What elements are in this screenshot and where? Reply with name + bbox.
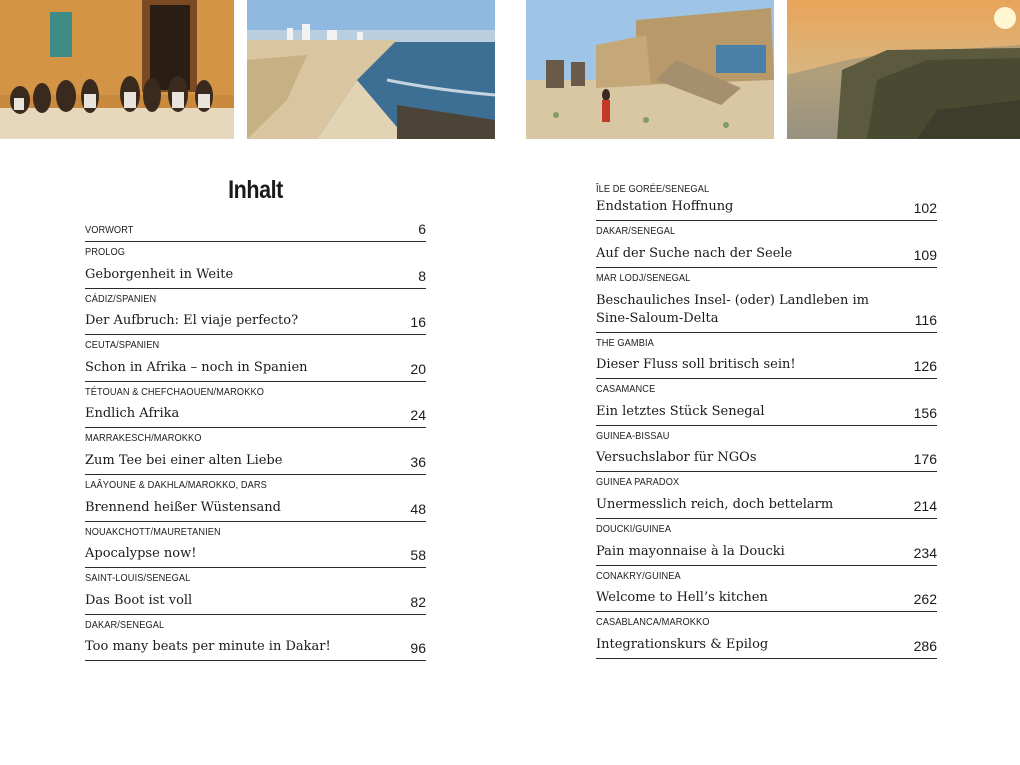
toc-page-number: 262 [913,591,937,608]
toc-location: CASAMANCE [596,383,656,396]
toc-entry[interactable] [85,428,426,475]
cliffs-sunset-photo [787,0,1020,139]
toc-entry[interactable] [596,379,937,426]
toc-location: GUINEA-BISSAU [596,429,670,442]
toc-chapter-title: Beschauliches Insel- (oder) Landleben im Sine-Saloum-Delta [596,292,869,326]
toc-entry[interactable] [85,289,426,336]
toc-location: THE GAMBIA [596,336,654,349]
toc-entry[interactable] [85,475,426,522]
toc-chapter-title: Unermesslich reich, doch bettelarm [596,496,834,512]
toc-chapter-title: Endlich Afrika [85,406,180,422]
toc-chapter-title: Apocalypse now! [85,546,197,562]
toc-page-number: 58 [410,547,426,564]
toc-chapter-title: Der Aufbruch: El viaje perfecto? [85,313,299,329]
toc-page-number: 6 [418,221,426,237]
toc-page-number: 82 [410,593,426,610]
toc-entry[interactable] [596,333,937,380]
toc-entry[interactable] [596,566,937,613]
page-title: Inhalt [228,176,283,204]
toc-entry[interactable] [85,615,426,662]
toc-entry[interactable] [85,568,426,615]
toc-page-number: 176 [913,451,937,468]
toc-location: TÉTOUAN & CHEFCHAOUEN/MAROKKO [85,385,264,398]
toc-location: MAR LODJ/SENEGAL [596,271,691,284]
toc-page-number: 286 [913,637,937,654]
toc-page-number: 8 [418,267,426,284]
toc-entry[interactable] [85,242,426,289]
toc-page-number: 48 [410,500,426,517]
toc-page-number: 102 [913,200,937,216]
toc-page-number: 214 [913,497,937,514]
toc-chapter-title: Geborgenheit in Weite [85,266,234,282]
toc-right-column [596,179,937,659]
toc-page-number: 20 [410,360,426,377]
toc-location: LAÂYOUNE & DAKHLA/MAROKKO, DARS [85,478,267,491]
toc-chapter-title: Endstation Hoffnung [596,199,734,214]
toc-entry[interactable] [596,426,937,473]
toc-page-number: 16 [410,314,426,331]
toc-chapter-title: Das Boot ist voll [85,592,193,608]
toc-location: MARRAKESCH/MAROKKO [85,432,202,445]
toc-location: DAKAR/SENEGAL [85,618,165,631]
toc-entry[interactable] [596,612,937,659]
toc-page-number: 109 [913,246,937,263]
village-wall-photo [0,0,234,139]
toc-chapter-title: Brennend heißer Wüstensand [85,499,281,515]
toc-entry[interactable] [596,472,937,519]
toc-location: NOUAKCHOTT/MAURETANIEN [85,525,221,538]
toc-entry[interactable] [85,218,426,242]
toc-entry[interactable] [596,268,937,333]
toc-location: GUINEA PARADOX [596,476,680,489]
toc-page-number: 36 [410,453,426,470]
toc-chapter-title: Auf der Suche nach der Seele [596,245,793,261]
toc-chapter-title: Too many beats per minute in Dakar! [85,639,331,655]
toc-chapter-title: Schon in Afrika – noch in Spanien [85,359,308,375]
toc-chapter-title: Integrationskurs & Epilog [596,636,769,652]
toc-page-number: 156 [913,404,937,421]
toc-entry[interactable] [85,335,426,382]
toc-entry[interactable] [596,519,937,566]
toc-entry[interactable] [85,522,426,569]
ruined-village-photo [526,0,774,139]
toc-chapter-title: Ein letztes Stück Senegal [596,403,765,419]
toc-location: DOUCKI/GUINEA [596,522,672,535]
toc-page-number: 24 [410,407,426,424]
toc-location: ÎLE DE GORÉE/SENEGAL [596,183,710,195]
toc-location: SAINT-LOUIS/SENEGAL [85,572,191,585]
toc-location: PROLOG [85,246,126,258]
toc-entry[interactable] [596,221,937,268]
toc-location: CÁDIZ/SPANIEN [85,292,157,305]
toc-chapter-title: Versuchslabor für NGOs [596,450,757,466]
toc-chapter-title: Welcome to Hell’s kitchen [596,590,768,606]
toc-location: CEUTA/SPANIEN [85,339,160,352]
toc-location: CASABLANCA/MAROKKO [596,616,710,629]
toc-page-number: 234 [913,544,937,561]
toc-left-column [85,218,426,661]
toc-location: DAKAR/SENEGAL [596,225,676,237]
toc-page-number: 126 [913,358,937,375]
dakar-coast-photo [247,0,495,139]
toc-page-number: 96 [410,640,426,657]
toc-page-number: 116 [914,311,937,328]
toc-entry[interactable] [85,382,426,429]
toc-location: VORWORT [85,224,134,236]
toc-entry[interactable] [596,179,937,221]
toc-location: CONAKRY/GUINEA [596,569,681,582]
toc-chapter-title: Zum Tee bei einer alten Liebe [85,452,283,468]
toc-chapter-title: Pain mayonnaise à la Doucki [596,543,785,559]
toc-chapter-title: Dieser Fluss soll britisch sein! [596,357,796,373]
